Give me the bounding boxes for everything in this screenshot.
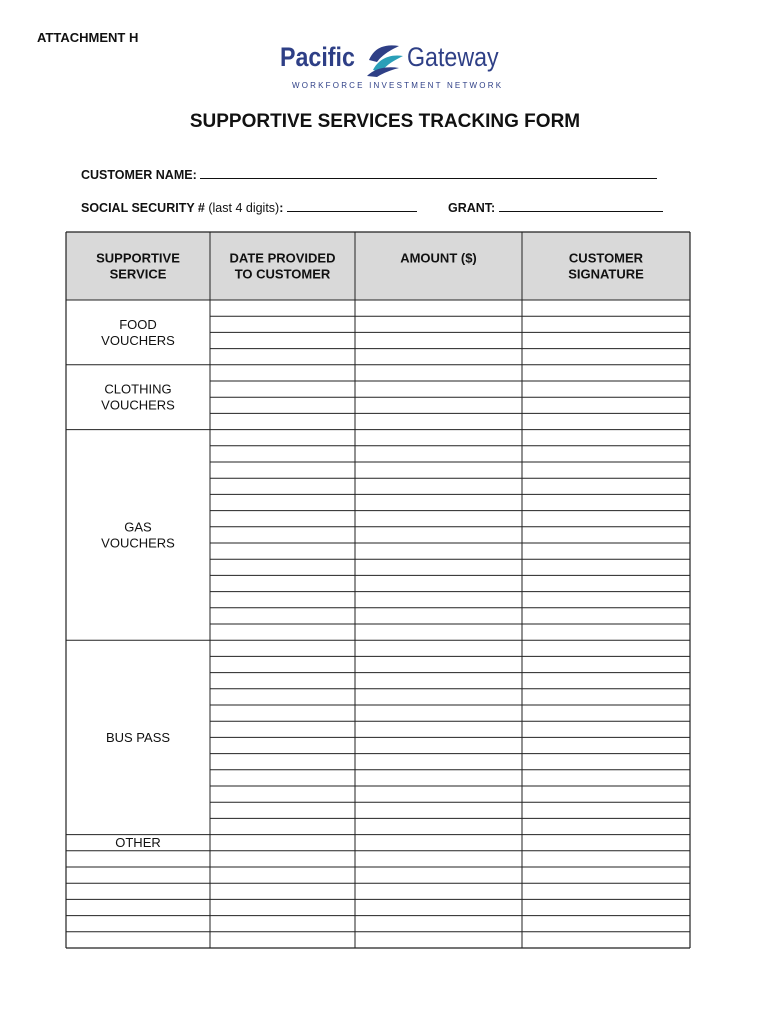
logo-word-gateway: Gateway [407,42,499,72]
table-cell[interactable] [355,867,522,883]
table-cell[interactable] [210,867,355,883]
table-cell[interactable] [210,689,355,705]
table-cell[interactable] [355,883,522,899]
table-cell[interactable] [355,835,522,851]
table-cell[interactable] [522,478,690,494]
table-cell[interactable] [355,899,522,915]
ssn-label: SOCIAL SECURITY # [81,201,205,215]
table-cell[interactable] [522,608,690,624]
service-group-label: VOUCHERS [101,397,175,413]
table-cell[interactable] [355,656,522,672]
table-cell[interactable] [355,365,522,381]
table-cell[interactable] [355,802,522,818]
table-cell[interactable] [210,446,355,462]
table-cell[interactable] [522,446,690,462]
table-cell[interactable] [522,316,690,332]
table-cell[interactable] [355,527,522,543]
service-group-label: OTHER [115,835,161,851]
table-cell[interactable] [522,883,690,899]
table-cell[interactable] [355,705,522,721]
table-cell[interactable] [210,511,355,527]
table-cell[interactable] [355,316,522,332]
logo-word-pacific: Pacific [280,42,355,72]
table-cell[interactable] [522,851,690,867]
table-cell[interactable] [355,932,522,948]
table-cell[interactable] [355,413,522,429]
table-cell[interactable] [355,575,522,591]
table-cell[interactable] [210,365,355,381]
table-cell[interactable] [355,446,522,462]
table-cell[interactable] [355,592,522,608]
column-header: DATE PROVIDED [229,250,336,266]
table-cell[interactable] [66,851,210,867]
table-cell[interactable] [210,559,355,575]
table-cell[interactable] [355,721,522,737]
table-cell[interactable] [210,721,355,737]
table-cell[interactable] [210,851,355,867]
table-cell[interactable] [522,916,690,932]
customer-name-label: CUSTOMER NAME: [81,168,197,182]
service-group-label: CLOTHING [104,381,172,397]
table-cell[interactable] [210,381,355,397]
table-cell[interactable] [522,494,690,510]
table-cell[interactable] [522,365,690,381]
table-cell[interactable] [522,640,690,656]
table-cell[interactable] [210,430,355,446]
table-cell[interactable] [355,608,522,624]
table-cell[interactable] [355,689,522,705]
table-cell[interactable] [210,494,355,510]
column-header: CUSTOMER [568,250,644,266]
table-cell[interactable] [355,478,522,494]
ssn-colon: : [279,201,284,215]
logo-subtitle: WORKFORCE INVESTMENT NETWORK [292,81,504,90]
table-cell[interactable] [210,575,355,591]
table-cell[interactable] [522,867,690,883]
table-cell[interactable] [355,786,522,802]
table-cell[interactable] [210,608,355,624]
table-cell[interactable] [522,673,690,689]
table-cell[interactable] [210,397,355,413]
ssn-hint: (last 4 digits) [208,201,280,215]
table-cell[interactable] [210,754,355,770]
table-cell[interactable] [210,527,355,543]
table-cell[interactable] [522,527,690,543]
table-cell[interactable] [66,916,210,932]
table-cell[interactable] [522,932,690,948]
table-cell[interactable] [522,656,690,672]
table-cell[interactable] [355,381,522,397]
table-cell[interactable] [66,932,210,948]
table-cell[interactable] [522,689,690,705]
table-cell[interactable] [66,867,210,883]
table-cell[interactable] [522,575,690,591]
table-cell[interactable] [522,559,690,575]
table-cell[interactable] [210,802,355,818]
column-header: SERVICE [109,266,167,282]
table-cell[interactable] [522,737,690,753]
service-group-label: BUS PASS [105,729,171,745]
table-cell[interactable] [522,592,690,608]
table-cell[interactable] [522,511,690,527]
table-cell[interactable] [355,559,522,575]
table-cell[interactable] [355,851,522,867]
table-cell[interactable] [210,349,355,365]
table-cell[interactable] [355,462,522,478]
table-cell[interactable] [522,705,690,721]
grant-label: GRANT: [448,201,496,215]
table-cell[interactable] [522,430,690,446]
attachment-label: ATTACHMENT H [37,30,139,45]
table-cell[interactable] [355,349,522,365]
table-cell[interactable] [210,737,355,753]
column-header: AMOUNT ($) [400,250,477,266]
service-group-label: GAS [124,519,152,535]
table-cell[interactable] [210,883,355,899]
form-title: SUPPORTIVE SERVICES TRACKING FORM [189,111,581,132]
table-cell[interactable] [355,818,522,834]
table-cell[interactable] [522,462,690,478]
table-cell[interactable] [522,802,690,818]
service-group-label: VOUCHERS [101,535,175,551]
table-cell[interactable] [355,770,522,786]
table-cell[interactable] [210,332,355,348]
table-cell[interactable] [210,932,355,948]
table-cell[interactable] [210,656,355,672]
table-cell[interactable] [522,349,690,365]
table-cell[interactable] [355,494,522,510]
table-cell[interactable] [522,818,690,834]
table-cell[interactable] [355,673,522,689]
table-cell[interactable] [522,835,690,851]
table-cell[interactable] [210,413,355,429]
table-cell[interactable] [210,835,355,851]
table-cell[interactable] [210,640,355,656]
table-cell[interactable] [522,381,690,397]
table-cell[interactable] [210,543,355,559]
table-cell[interactable] [522,786,690,802]
table-cell[interactable] [210,462,355,478]
table-cell[interactable] [210,592,355,608]
table-cell[interactable] [522,397,690,413]
table-cell[interactable] [210,478,355,494]
table-cell[interactable] [210,673,355,689]
table-cell[interactable] [355,332,522,348]
table-cell[interactable] [522,721,690,737]
table-cell[interactable] [210,316,355,332]
table-cell[interactable] [355,754,522,770]
table-cell[interactable] [522,413,690,429]
table-cell[interactable] [522,624,690,640]
table-cell[interactable] [210,899,355,915]
table-cell[interactable] [522,543,690,559]
table-cell[interactable] [355,511,522,527]
service-group-label: VOUCHERS [101,332,175,348]
table-cell[interactable] [522,332,690,348]
table-cell[interactable] [355,640,522,656]
table-cell[interactable] [210,916,355,932]
table-cell[interactable] [210,770,355,786]
column-header: SIGNATURE [568,266,644,282]
table-cell[interactable] [522,770,690,786]
table-cell[interactable] [66,883,210,899]
table-cell[interactable] [210,786,355,802]
table-cell[interactable] [355,430,522,446]
table-cell[interactable] [522,754,690,770]
table-cell[interactable] [210,818,355,834]
table-cell[interactable] [522,899,690,915]
table-cell[interactable] [355,543,522,559]
table-cell[interactable] [355,397,522,413]
column-header: TO CUSTOMER [234,266,331,282]
table-cell[interactable] [210,300,355,316]
table-cell[interactable] [355,300,522,316]
service-group-label: FOOD [119,316,157,332]
table-cell[interactable] [355,737,522,753]
table-cell[interactable] [355,624,522,640]
column-header: SUPPORTIVE [96,250,180,266]
table-cell[interactable] [210,705,355,721]
table-cell[interactable] [210,624,355,640]
table-cell[interactable] [522,300,690,316]
table-cell[interactable] [66,899,210,915]
table-cell[interactable] [355,916,522,932]
